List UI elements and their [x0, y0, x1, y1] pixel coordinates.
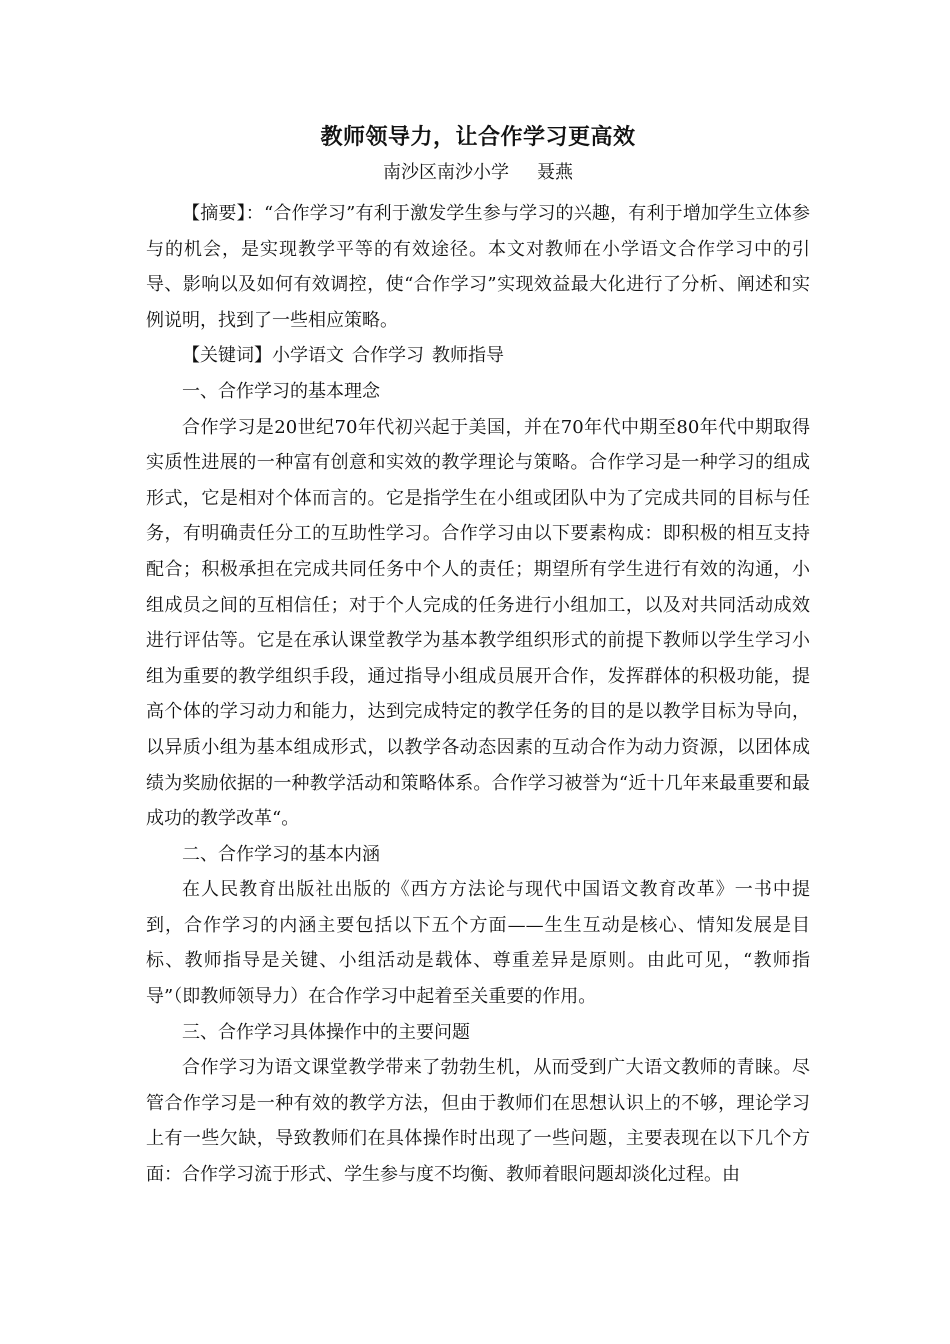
keywords-label: 【关键词】: [182, 345, 272, 367]
keywords-line: [146, 338, 810, 374]
section-heading: 一、合作学习的基本理念: [182, 380, 380, 402]
section-paragraph: 合作学习为语文课堂教学带来了勃勃生机，从而受到广大语文教师的青睐。尽管合作学习是一种有效的教学方法，但由于教师们在思想认识上的不够，理论学习上有一些欠缺，导致教师们在具体操作时出现了一些问题，主要表现在以下几个方面：合作学习流于形式、学生参与度不均衡、教师着眼问题却淡化过程。由: [146, 1057, 810, 1186]
document-title: 教师领导力，让合作学习更高效: [320, 125, 636, 150]
section-paragraph: 在人民教育出版社出版的《西方方法论与现代中国语文教育改革》一书中提到，合作学习的内涵主要包括以下五个方面——生生互动是核心、情知发展是目标、教师指导是关键、小组活动是载体、尊重差异是原则。由此可见，“教师指导”（即教师领导力）在合作学习中起着至关重要的作用。: [146, 879, 810, 1008]
author-name: 聂燕: [537, 162, 573, 183]
keyword-item: 合作学习: [352, 345, 424, 367]
keyword-item: 教师指导: [432, 345, 504, 367]
author-school: 南沙区南沙小学: [383, 162, 509, 183]
section-heading: 二、合作学习的基本内涵: [182, 843, 380, 865]
document-page: [146, 118, 810, 1193]
section-paragraph: 合作学习是20世纪70年代初兴起于美国，并在70年代中期至80年代中期取得实质性进展的一种富有创意和实效的教学理论与策略。合作学习是一种学习的组成形式，它是相对个体而言的。它是指学生在小组或团队中为了完成共同的目标与任务，有明确责任分工的互助性学习。合作学习由以下要素构成：即积极的相互支持配合；积极承担在完成共同任务中个人的责任；期望所有学生进行有效的沟通，小组成员之间的互相信任；对于个人完成的任务进行小组加工，以及对共同活动成效进行评估等。它是在承认课堂教学为基本教学组织形式的前提下教师以学生学习小组为重要的教学组织手段，通过指导小组成员展开合作，发挥群体的积极功能，提高个体的学习动力和能力，达到完成特定的教学任务的目的是以教学目标为导向，以异质小组为基本组成形式，以教学各动态因素的互动合作为动力资源，以团体成绩为奖励依据的一种教学活动和策略体系。合作学习被誉为“近十几年来最重要和最成功的教学改革“。: [146, 416, 810, 830]
author-line: [146, 158, 810, 188]
section-heading: 三、合作学习具体操作中的主要问题: [182, 1021, 470, 1043]
abstract-paragraph: 【摘要】：“合作学习”有利于激发学生参与学习的兴趣，有利于增加学生立体参与的机会，是实现教学平等的有效途径。本文对教师在小学语文合作学习中的引导、影响以及如何有效调控，使“合作学习”实现效益最大化进行了分析、阐述和实例说明，找到了一些相应策略。: [146, 203, 810, 331]
keyword-item: 小学语文: [272, 345, 344, 367]
